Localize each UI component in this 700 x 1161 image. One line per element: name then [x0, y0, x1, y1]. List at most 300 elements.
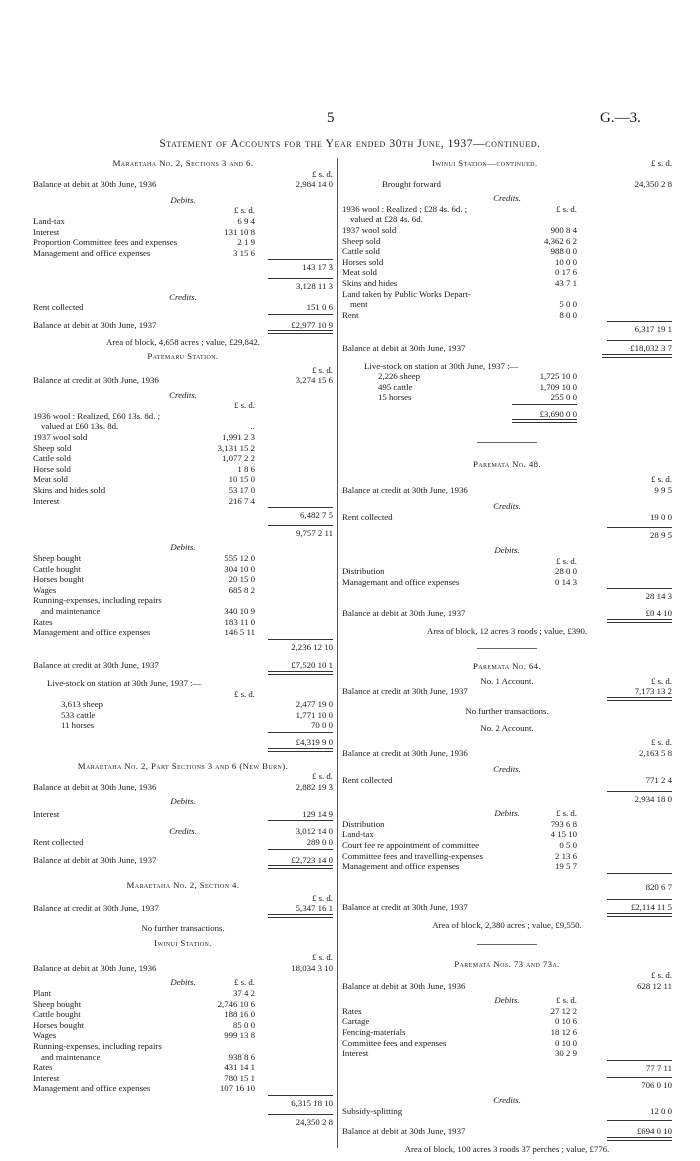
p73-debit-row-subamount: 0 10 0: [555, 1037, 577, 1048]
spacer: [33, 652, 333, 660]
mar-a-debits-total: [33, 262, 333, 273]
iwi-credit-row-subamount: 10 0 0: [555, 256, 577, 267]
p73-debits-total-amount: 77 7 11: [645, 1062, 672, 1073]
p73-balance-label: Balance at debit at 30th June, 1936: [342, 980, 466, 991]
iwi-credit-row: [342, 225, 672, 236]
mar-c-lsd: [33, 893, 333, 904]
iwi-credit-row-label: Land taken by Public Works Depart-: [342, 288, 471, 299]
p48-balance-1937-amount: £0 4 10: [645, 608, 672, 618]
spacer: [342, 169, 672, 179]
p64-debit-row-label: Management and office expenses: [342, 861, 460, 872]
pat-debits-total: [33, 642, 333, 653]
mar-a-title-text: Maraetaha No. 2, Sections 3 and 6.: [112, 158, 254, 168]
pat-debit-row: [33, 574, 333, 585]
mar-c-lsd-lsd: £ s. d.: [311, 892, 333, 903]
pat-debits-heading-text: Debits.: [170, 542, 196, 553]
p64-debit-row-subamount: 2 13 6: [555, 850, 577, 861]
p64-balance-1936: [342, 748, 672, 759]
pat-double-rule-line1: [268, 671, 333, 672]
lsd-header-lsd: £ s. d.: [311, 168, 333, 179]
pat-balance-1937-amount: £7,520 10 1: [291, 660, 333, 671]
p73-debit-row: [342, 1006, 672, 1017]
p64-debit-row: [342, 840, 672, 851]
p48-debit-row: [342, 577, 672, 588]
pat-debit-row: [33, 606, 333, 617]
p48-debits-total: [342, 591, 672, 602]
iwi-balance-1937-amount: £18,032 3 7: [630, 342, 672, 353]
iwi-live-double: [342, 419, 672, 424]
mar-b-double-rule-line2: [268, 868, 333, 869]
pat-live-total: [33, 737, 333, 748]
spacer: [342, 653, 672, 661]
mar-b-rent: [33, 837, 333, 848]
p64-debit-row-subamount: 19 5 7: [555, 861, 577, 872]
p64-acc1-lsd: £ s. d.: [650, 675, 672, 686]
mar-b-interest-label: Interest: [33, 808, 60, 819]
mar-a-sub-rule-line: [268, 278, 333, 279]
p48-credits-heading: [342, 501, 672, 512]
iwi-debit-row-label: and maintenance: [41, 1051, 101, 1062]
iwinui-title-text: Iwinui Station.: [154, 937, 212, 948]
mar-b-balance-amount: 2,882 19 3: [295, 781, 333, 792]
p73-debit-row-subamount: 27 12 2: [550, 1005, 577, 1016]
pat-debit-row: [33, 627, 333, 638]
pat-credits-total: [33, 510, 333, 521]
pat-credit-row: [33, 421, 333, 432]
p73-title-text: Paremata Nos. 73 and 73a.: [454, 959, 560, 970]
p64-credits-heading-text: Credits.: [493, 764, 521, 775]
p73-bal-rule: [342, 1119, 672, 1123]
pat-debits-rule-line: [268, 639, 333, 640]
p64-area-text: Area of block, 2,380 acres ; value, £9,550.: [432, 919, 582, 930]
iwi-credit-row-subamount: 4,362 6 2: [544, 235, 577, 246]
pat-debit-row: [33, 585, 333, 596]
p64-double-rule-2: [342, 913, 672, 918]
pat-credit-row: [33, 474, 333, 485]
p48-balance-1937: [342, 608, 672, 619]
pat-debit-row-label: Sheep bought: [33, 553, 82, 563]
iwi-credits-first-mid-lsd: £ s. d.: [555, 203, 577, 214]
spacer: [342, 636, 672, 644]
pat-livestock-row-label: 3,613 sheep: [61, 699, 104, 710]
pat-credit-row-subamount: ..: [250, 421, 255, 432]
mar-b-interest-amount: 129 14 9: [302, 808, 333, 819]
left-column: [33, 158, 333, 1127]
mar-c-balance-amount: 5,347 16 1: [295, 903, 333, 914]
p48-lsd-lsd: £ s. d.: [650, 474, 672, 485]
p73-credits-heading: [342, 1095, 672, 1106]
iwi-debit-row-subamount: 780 15 1: [224, 1072, 255, 1083]
iwi-debits-total-amount: 6,315 18 10: [291, 1097, 333, 1108]
mar-a-balance-1937-label: Balance at debit at 30th June, 1937: [33, 319, 157, 330]
iwi-debits-heading: [33, 977, 333, 988]
brought-forward: [342, 179, 672, 190]
iwi-cont-title-label: Iwinui Station—continued.: [432, 158, 538, 168]
p64-bal-rule-line: [607, 899, 672, 900]
p48-subtotal: [342, 530, 672, 541]
pat-live-rule-line: [268, 732, 333, 733]
iwi-livestock-row-label: 15 horses: [378, 392, 412, 403]
iwi-debits-total: [33, 1098, 333, 1109]
iwi-credit-row-subamount: 5 0 0: [559, 299, 577, 310]
mar-b-double-rule-line1: [268, 865, 333, 866]
iwinui-title: [33, 938, 333, 949]
mar-a-balance-1937-amount: £2,977 10 9: [291, 319, 333, 330]
pat-credit-row-subamount: 216 7 4: [228, 495, 255, 506]
mar-a-balance-1937: [33, 320, 333, 331]
p64-debit-row-subamount: 793 6 8: [550, 818, 577, 829]
p73-subtotal-amount: 706 0 10: [641, 1080, 672, 1091]
pat-livestock-row: [33, 710, 333, 721]
p64-debits-heading-mid-lsd: £ s. d.: [555, 808, 577, 819]
iwi-debit-row: [33, 1062, 333, 1073]
mar-a-debit-row: [33, 216, 333, 227]
p64-debit-row-label: Court fee re appointment of committee: [342, 839, 480, 850]
iwi-bal-rule-line: [607, 340, 672, 341]
p73-balance-1937-amount: £694 0 10: [636, 1126, 672, 1137]
pat-credit-row: [33, 411, 333, 422]
patemaru-title-text: Patemaru Station.: [147, 350, 219, 361]
page-title: Statement of Accounts for the Year ended 30th June, 1937—continued.: [159, 138, 541, 150]
pat-credit-row-subamount: 10 15 0: [228, 474, 255, 485]
p73-sub-rule-line: [607, 1077, 672, 1078]
p48-debit-row-label: Distribution: [342, 566, 385, 577]
iwi-livestock-row-label: 495 cattle: [378, 381, 413, 392]
p48-balance: [342, 485, 672, 496]
iwi-debit-row-label: Rates: [33, 1062, 53, 1073]
pat-debits-heading: [33, 542, 333, 553]
mar-b-balance-1937-label: Balance at debit at 30th June, 1937: [33, 854, 157, 865]
mar-a-debit-row-label: Management and office expenses: [33, 247, 151, 258]
pat-double-rule: [33, 671, 333, 676]
pat-credit-row-subamount: 53 17 0: [228, 485, 255, 496]
p73-debit-row: [342, 1038, 672, 1049]
mar-c-double-rule-line2: [268, 917, 333, 918]
iwi-credit-row-label: Rent: [342, 309, 359, 320]
pat-debit-row-label: Wages: [33, 584, 57, 595]
p73-debits-heading: [342, 995, 672, 1006]
p48-debit-row-label: Managemant and office expenses: [342, 576, 460, 587]
iwi-debit-row: [33, 1020, 333, 1031]
mar-a-area-text: Area of block, 4,658 acres ; value, £29,842.: [106, 337, 260, 348]
mar-c-note: [33, 923, 333, 934]
p64-rent-amount: 771 2 4: [645, 774, 672, 785]
p64-debit-row: [342, 851, 672, 862]
pat-live-double-rule-line2: [268, 751, 333, 752]
pat-sub-rule-line: [268, 525, 333, 526]
iwi-debit-row-label: Interest: [33, 1072, 60, 1083]
mar-a-rent: [33, 302, 333, 313]
pat-lsd-header: [33, 365, 333, 376]
mar-a-double-rule-line1: [268, 330, 333, 331]
p64-double-rule-2-line2: [607, 916, 672, 917]
iwi-credit-row-subamount: 988 0 0: [550, 246, 577, 257]
mar-a-title: [33, 158, 333, 169]
section-code: G.—3.: [600, 110, 641, 126]
mar-a-double-rule-line2: [268, 333, 333, 334]
iwi-balance-1937-label: Balance at debit at 30th June, 1937: [342, 342, 466, 353]
p48-rule-line: [607, 527, 672, 528]
p73-balance: [342, 981, 672, 992]
mar-b-title-text: Maraetaha No. 2, Part Sections 3 and 6 (New Burn).: [77, 760, 289, 771]
pat-debit-row-subamount: 685 8 2: [228, 584, 255, 595]
mar-b-balance-label: Balance at debit at 30th June, 1936: [33, 781, 157, 792]
mar-c-double-rule: [33, 914, 333, 919]
pat-debit-row-subamount: 146 5 11: [224, 627, 255, 638]
mar-a-debit-row-subamount: 131 10 8: [224, 226, 255, 237]
pat-debit-row-subamount: 304 10 0: [224, 563, 255, 574]
iwi-credit-row-label: Meat sold: [342, 267, 377, 278]
mar-b-balance: [33, 782, 333, 793]
mar-b-rent-rule: [33, 848, 333, 852]
iwi-debit-row-label: Horses bought: [33, 1019, 85, 1030]
p64-balance: [342, 686, 672, 697]
iwi-carry-rule-line: [268, 1114, 333, 1115]
iwi-carry-forward-amount: 24,350 2 8: [295, 1116, 333, 1127]
brought-forward-label: Brought forward: [382, 178, 441, 189]
iwi-debits-rule-line: [268, 1095, 333, 1096]
iwi-debit-row-label: Cattle bought: [33, 1009, 81, 1020]
pat-credits-heading-text: Credits.: [169, 389, 197, 400]
p73-subtotal: [342, 1080, 672, 1091]
p73-lsd: [342, 970, 672, 981]
mar-a-rent-rule-line: [268, 314, 333, 315]
mar-a-balance-label: Balance at debit at 30th June, 1936: [33, 179, 157, 190]
iwi-credit-row-label: Sheep sold: [342, 235, 381, 246]
p64-debit-row-subamount: 0 5 0: [559, 839, 577, 850]
pat-credit-row-subamount: 1,991 2 3: [222, 432, 255, 443]
iwi-credit-row-label: Horses sold: [342, 256, 384, 267]
pat-credit-row: [33, 485, 333, 496]
pat-live-lsd: [33, 689, 333, 700]
debits-heading: [33, 195, 333, 206]
pat-subtotal-amount: 9,757 2 11: [295, 527, 333, 538]
pat-credit-row-label: 1936 wool : Realized, £60 13s. 8d. ;: [33, 410, 161, 421]
iwi-livestock-row: [342, 382, 672, 393]
p64-rent: [342, 775, 672, 786]
pat-subtotal: [33, 528, 333, 539]
p48-rent-amount: 19 0 0: [650, 511, 672, 522]
p73-balance-1937: [342, 1126, 672, 1137]
pat-balance-label: Balance at credit at 30th June, 1936: [33, 375, 159, 386]
p64-balance-1937: [342, 902, 672, 913]
p73-debit-row-subamount: 30 2 9: [555, 1048, 577, 1059]
iwi-debit-row-label: Management and office expenses: [33, 1083, 151, 1094]
p48-debit-row: [342, 566, 672, 577]
pat-credit-row-label: valued at £60 13s. 8d.: [41, 421, 119, 432]
iwi-livestock-row-label: 2,226 sheep: [378, 371, 421, 382]
mar-c-balance: [33, 903, 333, 914]
p64-area: [342, 920, 672, 931]
iwi-livestock-row: [342, 371, 672, 382]
p73-double-rule-line2: [607, 1140, 672, 1141]
pat-debits-total-amount: 2,236 12 10: [291, 641, 333, 652]
p73-debit-row-label: Committee fees and expenses: [342, 1037, 447, 1048]
iwi-double-rule-line2: [602, 357, 672, 358]
p73-debits-heading-text: Debits.: [494, 995, 520, 1006]
iwi-credit-row-label: 1937 wool sold: [342, 224, 397, 235]
p48-balance-1937-label: Balance at debit at 30th June, 1937: [342, 608, 466, 618]
pat-balance-1937: [33, 660, 333, 671]
pat-credit-row-label: Interest: [33, 495, 60, 506]
pat-balance-amount: 3,274 15 6: [295, 375, 333, 386]
mar-b-interest: [33, 809, 333, 820]
mar-a-balance: [33, 179, 333, 190]
p64-double-rule-2-line1: [607, 913, 672, 914]
p48-debits-rule-line: [607, 588, 672, 589]
iwi-debit-row: [33, 1073, 333, 1084]
p73-double-rule-line1: [607, 1137, 672, 1138]
iwi-debit-row-subamount: 999 13 8: [224, 1030, 255, 1041]
pat-debit-row: [33, 564, 333, 575]
mar-a-lsd-mid-lsd: £ s. d.: [233, 205, 255, 216]
iwi-live-total: [342, 409, 672, 420]
spacer: [342, 447, 672, 459]
p64-debit-row-label: Land-tax: [342, 829, 374, 840]
mar-c-double-rule-line1: [268, 914, 333, 915]
p48-title-text: Paremata No. 48.: [472, 459, 542, 470]
p73-debit-row: [342, 1048, 672, 1059]
iwi-livestock-row: [342, 392, 672, 403]
iwi-debit-row: [33, 1009, 333, 1020]
pat-credit-row-subamount: 3,131 15 2: [217, 442, 255, 453]
mar-c-title-text: Maraetaha No. 2, Section 4.: [126, 880, 240, 891]
pat-livestock-row-amount: 1,771 10 0: [295, 709, 333, 720]
p73-debit-row-label: Interest: [342, 1048, 369, 1059]
pat-livestock-row: [33, 720, 333, 731]
pat-credit-row-label: Skins and hides sold: [33, 485, 106, 496]
mar-a-subtotal-amount: 3,128 11 3: [295, 280, 333, 291]
iwi-live-total-subamount: £3,690 0 0: [539, 408, 577, 419]
iwi-balance-amount: 18,034 3 10: [291, 962, 333, 973]
iwi-lsd: [33, 952, 333, 963]
p73-debits-heading-mid-lsd: £ s. d.: [555, 995, 577, 1006]
p73-subsidy-label: Subsidy-splitting: [342, 1105, 403, 1116]
p48-subtotal-amount: 28 9 5: [650, 530, 672, 541]
p64-note: [342, 706, 672, 717]
pat-livestock-row-amount: 70 0 0: [311, 720, 333, 731]
pat-debit-row: [33, 595, 333, 606]
pat-balance-1937-label: Balance at credit at 30th June, 1937: [33, 660, 159, 671]
p48-lsd: [342, 474, 672, 485]
pat-credit-row-label: 1937 wool sold: [33, 432, 88, 443]
iwi-credits-first-label: 1936 wool : Realized ; £28 4s. 6d. ;: [342, 203, 468, 214]
p64-balance-1936-label: Balance at credit at 30th June, 1936: [342, 747, 468, 758]
iwi-debit-row-subamount: 938 8 6: [228, 1051, 255, 1062]
iwi-livestock-row-subamount: 1,709 10 0: [539, 381, 577, 392]
p48-double-rule-line1: [607, 619, 672, 620]
pat-credit-row-label: Meat sold: [33, 474, 68, 485]
mar-b-double-rule: [33, 865, 333, 870]
iwi-credits-first: [342, 204, 672, 215]
iwi-balance: [33, 963, 333, 974]
p73-area: [342, 1144, 672, 1155]
p64-rent-rule-line: [607, 791, 672, 792]
pat-credits-heading: [33, 390, 333, 401]
pat-credit-row-label: Cattle sold: [33, 453, 71, 464]
iwi-debit-row-label: Plant: [33, 988, 52, 998]
iwi-livestock-heading-label: Live-stock on station at 30th June, 1937 :—: [364, 360, 519, 371]
pat-credit-row-label: Sheep sold: [33, 442, 72, 453]
pat-debit-row-label: Horses bought: [33, 574, 85, 585]
mar-a-debit-row-subamount: 2 1 9: [237, 237, 255, 248]
p64-lsd2: [342, 737, 672, 748]
iwi-credit-row-label: valued at £28 4s. 6d.: [350, 214, 423, 225]
p48-debits-lsd: [342, 556, 672, 567]
iwi-credit-row-subamount: 8 0 0: [559, 309, 577, 320]
iwi-debit-row-label: Running-expenses, including repairs: [33, 1040, 162, 1051]
p64-debit-row: [342, 829, 672, 840]
p48-balance-label: Balance at credit at 30th June, 1936: [342, 484, 468, 495]
iwi-credit-row: [342, 310, 672, 321]
mar-b-balance-1937-amount: £2,723 14 0: [291, 854, 333, 865]
mar-b-rent-amount: 289 0 0: [306, 837, 333, 848]
iwi-credit-row: [342, 267, 672, 278]
p48-title: [342, 459, 672, 470]
iwi-credit-row: [342, 289, 672, 300]
iwi-live-double-1: [512, 419, 577, 420]
p48-double-rule-line2: [607, 622, 672, 623]
iwi-debit-row: [33, 988, 333, 999]
iwi-balance-1937: [342, 343, 672, 354]
lsd-header: [33, 169, 333, 180]
pat-credit-row-subamount: 1 8 6: [237, 463, 255, 474]
p64-subtotal-amount: 2,934 18 0: [634, 793, 672, 804]
p48-debit-row-subamount: 28 0 0: [555, 566, 577, 577]
iwi-credit-row: [342, 246, 672, 257]
p48-debits-lsd-mid-lsd: £ s. d.: [555, 555, 577, 566]
iwi-balance-label: Balance at debit at 30th June, 1936: [33, 962, 157, 973]
iwi-credit-row: [342, 236, 672, 247]
p73-debits-rule-line: [607, 1060, 672, 1061]
pat-credit-row: [33, 432, 333, 443]
mar-a-double-rule: [33, 330, 333, 335]
spacer: [33, 870, 333, 880]
mar-a-debit-row-label: Proportion Committee fees and expenses: [33, 237, 178, 248]
iwi-debit-row-subamount: 188 16 0: [224, 1009, 255, 1020]
p64-debits-heading-text: Debits.: [494, 808, 520, 819]
iwi-debit-row-subamount: 85 0 0: [233, 1019, 255, 1030]
mar-a-area: [33, 337, 333, 348]
p73-debit-row: [342, 1016, 672, 1027]
mar-c-balance-label: Balance at credit at 30th June, 1937: [33, 903, 159, 914]
iwi-credit-row: [342, 299, 672, 310]
pat-debit-row: [33, 553, 333, 564]
pat-livestock-heading-label: Live-stock on station at 30th June, 1937 :—: [47, 677, 202, 688]
iwi-debit-row-subamount: 37 4 2: [233, 988, 255, 998]
p64-acc1-text: No. 1 Account.: [480, 675, 534, 686]
p48-area-text: Area of block, 12 acres 3 roods ; value, £390.: [426, 625, 588, 636]
spacer: [342, 424, 672, 438]
p48-debit-row-subamount: 0 14 3: [555, 576, 577, 587]
mar-a-debits-total-amount: 143 17 3: [302, 262, 333, 273]
patemaru-title: [33, 351, 333, 362]
pat-live-double-rule: [33, 748, 333, 753]
iwi-double-rule-line1: [602, 354, 672, 355]
iwi-live-rule-line: [512, 404, 577, 405]
iwi-debits-heading-mid-lsd: £ s. d.: [233, 977, 255, 988]
pat-debit-row-label: Cattle bought: [33, 563, 81, 574]
mar-a-balance-amount: 2,984 14 0: [295, 179, 333, 190]
mar-b-rule: [33, 819, 333, 823]
p64-title: [342, 661, 672, 672]
pat-credits-lsd-mid-lsd: £ s. d.: [233, 400, 255, 411]
page-number: 5: [327, 110, 335, 126]
p64-credits-heading: [342, 764, 672, 775]
pat-debit-row-label: and maintenance: [41, 605, 101, 616]
mar-b-lsd: [33, 771, 333, 782]
iwi-debit-row-subamount: 431 14 1: [224, 1062, 255, 1073]
